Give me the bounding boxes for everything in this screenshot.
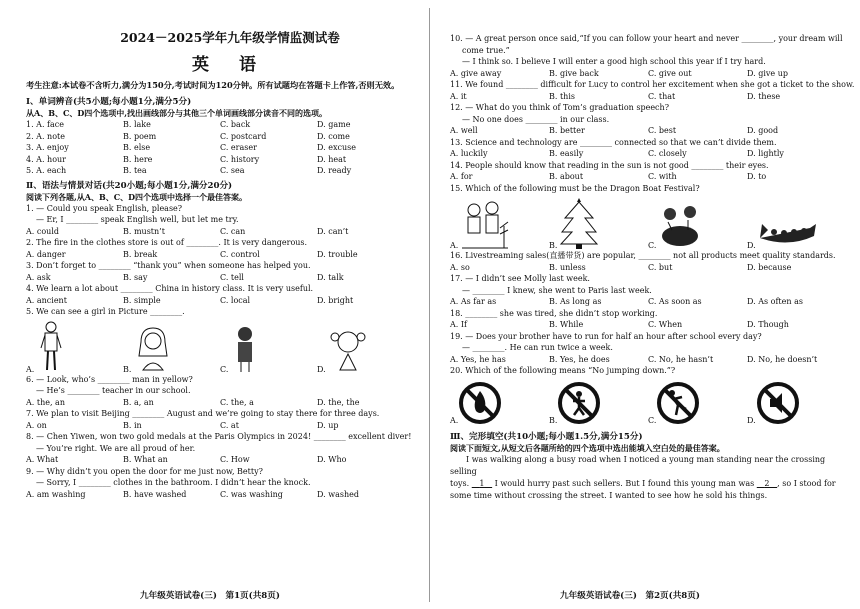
question-18: 18. ________ she was tired, she didn’t stop working. [450, 308, 658, 318]
question-3-options: A. ask B. say C. tell D. talk [26, 272, 344, 282]
question-4-options: A. ancient B. simple C. local D. bright [26, 295, 354, 305]
question-1: 1. — Could you speak English, please? [26, 203, 183, 213]
pigtail-girl-picture [328, 326, 368, 374]
man-standing-picture [36, 320, 66, 374]
section3-instruction: 阅读下面短文,从短文后各题所给的四个选项中选出能填入空白处的最佳答案。 [450, 442, 725, 453]
no-noise-sign-icon [756, 381, 800, 425]
question-12: 12. — What do you think of Tom’s graduation speech? [450, 103, 669, 112]
cloze-passage-line-2: toys. 1 I would hurry past such sellers. But I found this young man was 2 , so I stood for [450, 478, 836, 488]
question-8-reply: — You’re right. We are all proud of her. [36, 443, 196, 453]
question-6-options: A. the, an B. a, an C. the, a D. the, the [26, 397, 360, 407]
question-17-options: A. As far as B. As long as C. As soon as D. As often as [450, 297, 803, 306]
pron-item-5: 5. A. each B. tea C. sea D. ready [26, 166, 352, 176]
section3-heading: Ⅲ、完形填空(共10小题;每小题1.5分,满分15分) [450, 431, 643, 442]
question-15: 15. Which of the following must be the Dragon Boat Festival? [450, 183, 700, 193]
question-5-pictures: A. B. C. D. [26, 318, 414, 374]
question-19-options: A. Yes, he has B. Yes, he does C. No, he hasn’t D. No, he doesn’t [450, 354, 818, 364]
question-19-reply: — ________. He can run twice a week. [462, 343, 613, 352]
pronunciation-list [26, 119, 414, 177]
left-page-footer: 九年级英语试卷(三) 第1页(共8页) [140, 591, 280, 601]
question-10-options: A. give away B. give back C. give out D. give up [450, 68, 788, 78]
exam-notice: 考生注意:本试卷不含听力,满分为150分,考试时间为120分钟。所有试题均在答题卡上作答,否则无效。 [26, 80, 400, 90]
no-jumping-sign-icon [656, 381, 700, 425]
section2-heading: Ⅱ、语法与情景对话(共20小题;每小题1分,满分20分) [26, 180, 233, 191]
section2-instruction: 阅读下列各题,从A、B、C、D四个选项中选择一个最佳答案。 [26, 191, 248, 202]
question-1-options: A. could B. mustn’t C. can D. can’t [26, 226, 349, 236]
cloze-blank-2: 2 [764, 478, 770, 488]
question-4: 4. We learn a lot about ________ China in history class. It is very useful. [26, 284, 314, 294]
woman-picture [230, 324, 260, 374]
dragon-boat-picture [758, 210, 818, 250]
question-2-options: A. danger B. break C. control D. trouble [26, 249, 358, 259]
question-6-reply: — He’s ________ teacher in our school. [36, 386, 191, 396]
lantern-festival-picture [658, 198, 702, 250]
pron-item-2: 2. A. note B. poem C. postcard D. come [26, 131, 350, 141]
question-10: 10. — A great person once said,“If you can follow your heart and never ________, your dream will [450, 34, 843, 43]
cloze-passage-line-3: some time without crossing the street. I wanted to see how he sold his things. [450, 490, 768, 500]
question-17: 17. — I didn’t see Molly last week. [450, 274, 590, 283]
question-18-options: A. If B. While C. When D. Though [450, 320, 789, 329]
right-page-footer: 九年级英语试卷(三) 第2页(共8页) [560, 591, 700, 601]
long-hair-girl-picture [133, 324, 173, 374]
question-16: 16. Livestreaming sales(直播带货) are popular, ________ not all products meet quality standards. [450, 251, 836, 260]
christmas-tree-picture [559, 198, 599, 250]
question-11-options: A. it B. this C. that D. these [450, 91, 781, 101]
question-19: 19. — Does your brother have to run for half an hour after school every day? [450, 331, 762, 341]
question-13: 13. Science and technology are ________ connected so that we can’t divide them. [450, 137, 777, 147]
question-9: 9. — Why didn’t you open the door for me just now, Betty? [26, 466, 263, 476]
section1-heading: Ⅰ、单词辨音(共5小题;每小题1分,满分5分) [26, 97, 192, 107]
pron-item-4: 4. A. hour B. here C. history D. heat [26, 154, 347, 164]
question-14-options: A. for B. about C. with D. to [450, 172, 767, 181]
question-6: 6. — Look, who’s ________ man in yellow? [26, 374, 193, 384]
no-climbing-sign-icon [557, 381, 601, 425]
right-page [430, 0, 860, 609]
question-9-options: A. am washing B. have washed C. was washing D. washed [26, 489, 359, 499]
question-7-options: A. on B. in C. at D. up [26, 420, 339, 430]
question-7: 7. We plan to visit Beijing ________ August and we’re going to stay there for three days. [26, 409, 380, 419]
question-11: 11. We found ________ difficult for Lucy to control her excitement when she got a ticket to the show. [450, 80, 855, 89]
question-1-reply: — Er, I ________ speak English well, but let me try. [36, 215, 239, 225]
question-20-signs: A. B. C. D. [450, 377, 846, 425]
question-12-options: A. well B. better C. best D. good [450, 126, 779, 135]
question-8-options: A. What B. What an C. How D. Who [26, 455, 347, 465]
children-planting-tree-picture [460, 198, 510, 250]
question-16-options: A. so B. unless C. but D. because [450, 262, 792, 272]
exam-title: 2024－2025学年九年级学情监测试卷 [120, 30, 340, 45]
question-17-reply: — ________ I knew, she went to Paris last week. [462, 285, 652, 295]
question-10-reply: — I think so. I believe I will enter a good high school this year if I try hard. [462, 57, 766, 66]
cloze-passage-line-1: I was walking along a busy road when I noticed a young man standing near the crossing selling [450, 454, 826, 476]
question-12-reply: — No one does ________ in our class. [462, 114, 610, 124]
question-3: 3. Don’t forget to ________ “thank you” when someone has helped you. [26, 261, 311, 271]
question-20: 20. Which of the following means “No jumping down.”? [450, 366, 676, 375]
question-5: 5. We can see a girl in Picture ________. [26, 307, 185, 317]
question-15-pictures: A. B. C. D. [450, 194, 846, 250]
no-fire-sign-icon [458, 381, 502, 425]
section1-instruction: 从A、B、C、D四个选项中,找出画线部分与其他三个单词画线部分读音不同的选项。 [26, 108, 328, 118]
question-13-options: A. luckily B. easily C. closely D. lightly [450, 149, 784, 158]
pron-item-3: 3. A. enjoy B. else C. eraser D. excuse [26, 143, 356, 153]
subject-title: 英 语 [192, 55, 268, 75]
cloze-blank-1: 1 [479, 478, 485, 488]
question-8: 8. — Chen Yiwen, won two gold medals at the Paris Olympics in 2024! ________ excellent diver! [26, 432, 412, 442]
question-2: 2. The fire in the clothes store is out of ________. It is very dangerous. [26, 238, 308, 248]
question-14: 14. People should know that reading in the sun is not good ________ their eyes. [450, 160, 769, 170]
question-10-cont: come true.” [462, 45, 510, 55]
question-9-reply: — Sorry, I ________ clothes in the bathroom. I didn’t hear the knock. [36, 478, 311, 488]
pron-item-1: 1. A. face B. lake C. back D. game [26, 120, 351, 129]
